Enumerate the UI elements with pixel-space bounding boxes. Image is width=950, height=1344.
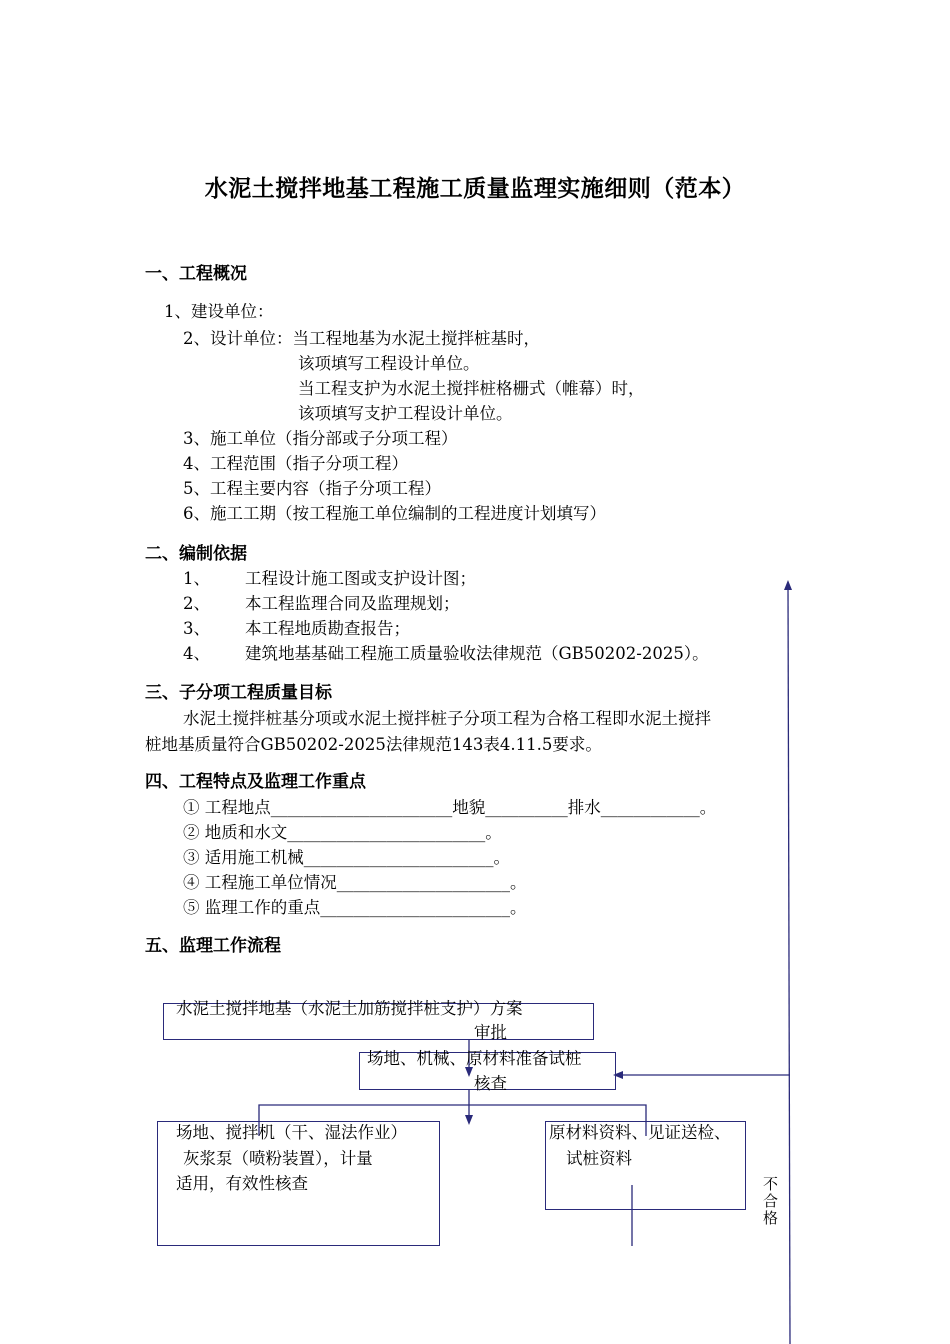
section1-item: 5、工程主要内容（指子分项工程） (183, 479, 441, 498)
flow-box4-line2: 试桩资料 (566, 1149, 632, 1168)
section3-heading: 三、子分项工程质量目标 (145, 683, 332, 703)
section4-item: ② 地质和水文________________________。 (183, 823, 502, 842)
flow-box1-line1: 水泥土搅拌地基（水泥土加筋搅拌桩支护）方案 (176, 999, 523, 1018)
document-title: 水泥土搅拌地基工程施工质量监理实施细则（范本） (204, 175, 746, 202)
section2-heading: 二、编制依据 (145, 544, 247, 564)
flow-box2-line1: 场地、机械、原材料准备试桩 (367, 1049, 582, 1068)
section1-item: 当工程支护为水泥土搅拌桩格栅式（帷幕）时， (298, 379, 645, 398)
flow-fail-char: 不 (763, 1175, 779, 1193)
section1-item: 1、建设单位： (164, 302, 274, 321)
section2-item-num: 3、 (183, 619, 210, 638)
flow-feedback-vertical (788, 585, 790, 1344)
section1-item: 2、设计单位：当工程地基为水泥土搅拌桩基时， (183, 329, 540, 348)
section5-heading: 五、监理工作流程 (145, 936, 281, 956)
flow-box4-line1: 原材料资料、见证送检、 (549, 1123, 731, 1142)
section4-heading: 四、工程特点及监理工作重点 (145, 772, 366, 792)
section2-item-text: 建筑地基基础工程施工质量验收法律规范（GB50202-2025）。 (245, 644, 709, 663)
flow-fail-label (763, 1176, 778, 1227)
flow-box3-line3: 适用，有效性核查 (176, 1174, 308, 1193)
section4-item: ① 工程地点______________________地貌__________排水____________。 (183, 798, 717, 817)
section2-item-num: 1、 (183, 569, 210, 588)
section3-paragraph-line2: 桩地基质量符合GB50202-2025法律规范143表4.11.5要求。 (145, 735, 602, 754)
section2-item-text: 工程设计施工图或支护设计图； (245, 569, 476, 588)
section1-item: 该项填写支护工程设计单位。 (298, 404, 513, 423)
section1-item: 该项填写工程设计单位。 (298, 354, 480, 373)
flow-box1-line2: 审批 (474, 1023, 507, 1042)
section3-paragraph-line1: 水泥土搅拌桩基分项或水泥土搅拌桩子分项工程为合格工程即水泥土搅拌 (183, 709, 711, 728)
section4-item: ④ 工程施工单位情况_____________________。 (183, 873, 527, 892)
section2-item-num: 2、 (183, 594, 210, 613)
section2-item-num: 4、 (183, 644, 210, 663)
flow-box2-line2: 核查 (474, 1074, 507, 1093)
section1-heading: 一、工程概况 (145, 264, 247, 284)
section1-item: 3、施工单位（指分部或子分项工程） (183, 429, 458, 448)
flow-fail-char: 格 (763, 1209, 779, 1227)
section2-item-text: 本工程监理合同及监理规划； (245, 594, 460, 613)
section1-item: 4、工程范围（指子分项工程） (183, 454, 408, 473)
flow-box3-line1: 场地、搅拌机（干、湿法作业） (176, 1123, 407, 1142)
section4-item: ⑤ 监理工作的重点_______________________。 (183, 898, 527, 917)
flow-fail-char: 合 (763, 1192, 779, 1210)
flow-box3-line2: 灰浆泵（喷粉装置），计量 (183, 1149, 373, 1168)
section1-item: 6、施工工期（按工程施工单位编制的工程进度计划填写） (183, 504, 606, 523)
section4-item: ③ 适用施工机械_______________________。 (183, 848, 510, 867)
section2-item-text: 本工程地质勘查报告； (245, 619, 410, 638)
